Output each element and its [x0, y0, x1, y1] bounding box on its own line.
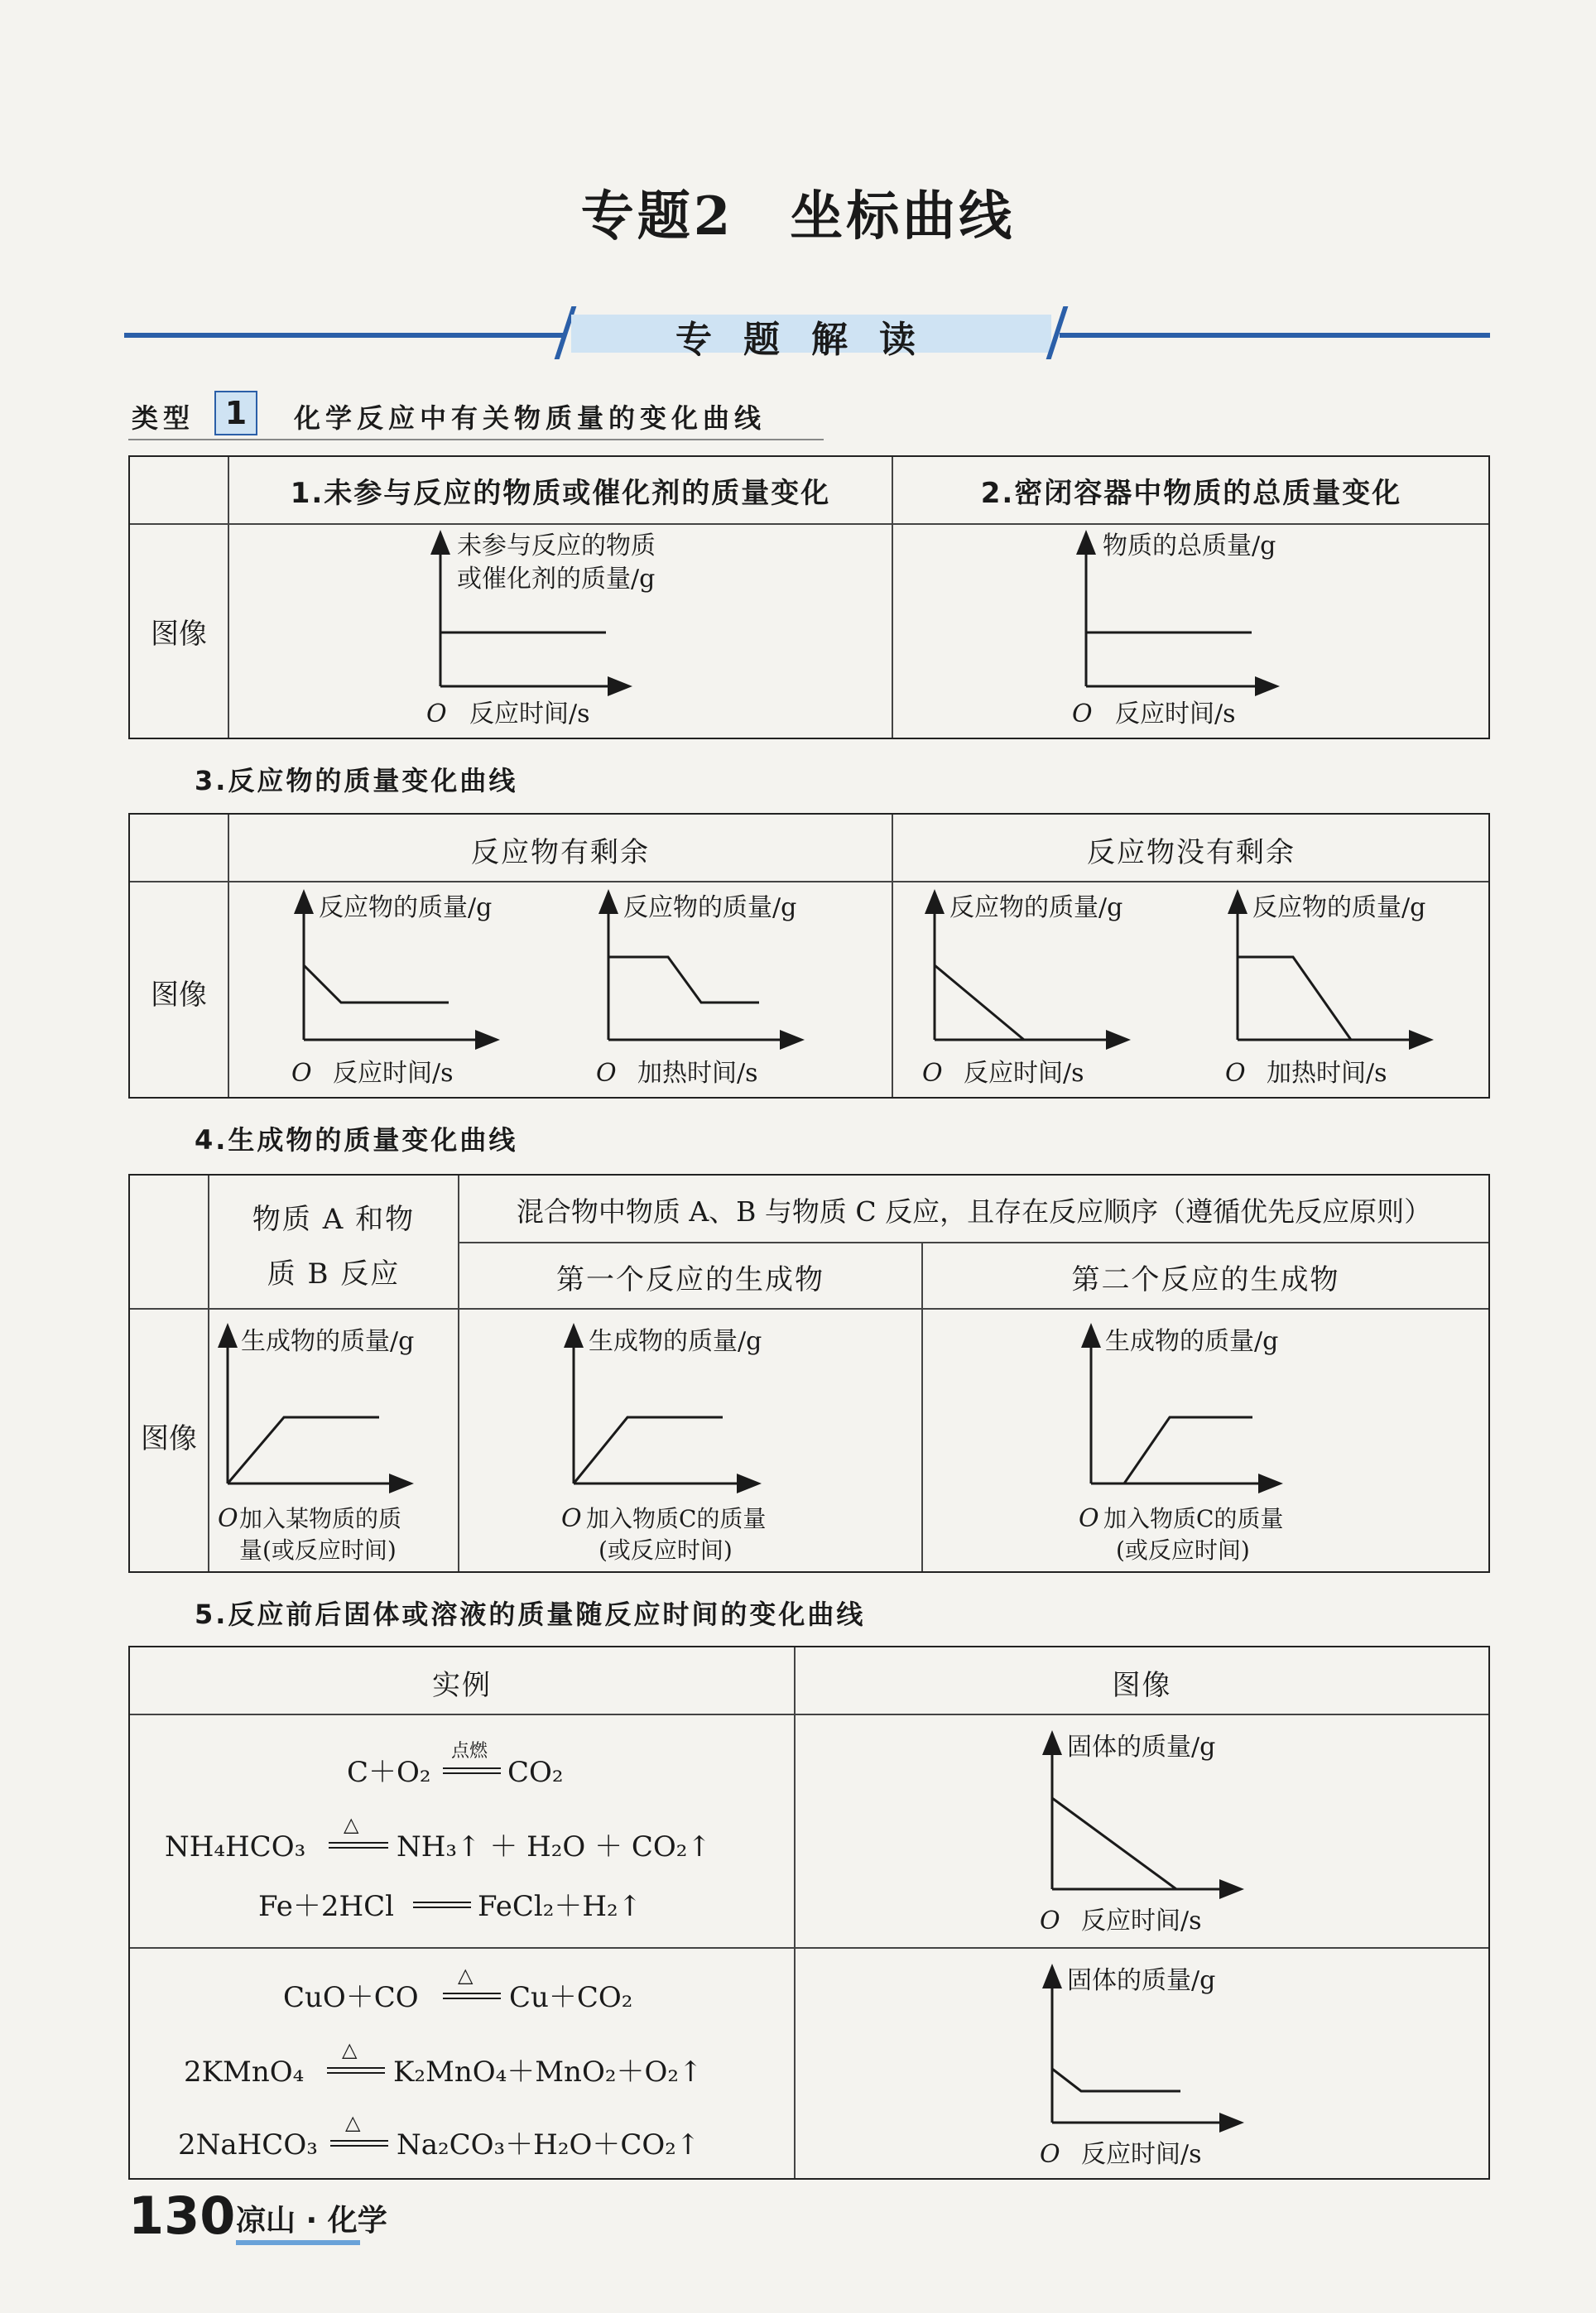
graph-product-first: [561, 1327, 766, 1564]
origin-label: O: [596, 1059, 617, 1088]
reactants: CuO＋CO: [283, 1981, 419, 2014]
graph-reactant-none-heating: [1225, 893, 1425, 1088]
table-4-row-label: 图像: [141, 1422, 197, 1455]
condition-heat: △: [342, 2038, 358, 2061]
y-label: 反应物的质量/g: [623, 893, 797, 922]
graph-unreacted-mass: [229, 525, 892, 738]
graph-reactant-remaining-reaction: [291, 893, 492, 1088]
origin-label: O: [1079, 1504, 1099, 1533]
products: Cu＋CO₂: [509, 1981, 633, 2014]
x-label: 反应时间/s: [964, 1059, 1084, 1088]
y-label: 生成物的质量/g: [1105, 1327, 1279, 1356]
reactants: 2NaHCO₃: [178, 2128, 318, 2162]
y-label: 固体的质量/g: [1067, 1966, 1216, 1995]
table-4-header-mixture: 混合物中物质 A、B 与物质 C 反应，且存在反应顺序（遵循优先反应原则）: [516, 1195, 1432, 1228]
graphs-reactant-mass: [229, 882, 1488, 1098]
y-label: 生成物的质量/g: [241, 1327, 415, 1356]
reactants: 2KMnO₄: [184, 2056, 305, 2089]
table-1-row-label: 图像: [151, 618, 207, 651]
banner-line-left: [124, 333, 563, 338]
condition-heat: △: [344, 1813, 359, 1836]
x-label-line1: 加入物质C的质量: [1103, 1505, 1284, 1532]
condition-heat: △: [458, 1964, 474, 1987]
table-1: [128, 455, 1490, 739]
header-ab-line1: 物质 A 和物: [252, 1203, 416, 1236]
y-label: 反应物的质量/g: [1252, 893, 1426, 922]
x-label: 加热时间/s: [637, 1059, 758, 1088]
y-label: 反应物的质量/g: [319, 893, 493, 922]
x-label: 反应时间/s: [1081, 2140, 1202, 2169]
condition-fire: 点燃: [451, 1741, 488, 1762]
graph-reactant-remaining-heating: [596, 893, 796, 1088]
equation-iron-hcl: [258, 1890, 642, 1923]
x-label-line2: (或反应时间): [598, 1536, 733, 1564]
origin-label: O: [291, 1059, 312, 1088]
origin-label: O: [1040, 1907, 1060, 1936]
subheading-5: 5.反应前后固体或溶液的质量随反应时间的变化曲线: [195, 1599, 866, 1630]
x-label-line1: 加入物质C的质量: [586, 1505, 767, 1532]
equations-group-2: [130, 1949, 792, 2178]
type-number-badge: 1: [214, 391, 257, 435]
table-3-header-1: 反应物有剩余: [471, 836, 650, 869]
page-title: 专题2 坐标曲线: [580, 185, 1016, 248]
x-label: 反应时间/s: [1081, 1907, 1202, 1936]
equation-copper-oxide: [283, 1964, 632, 2014]
table-3-header-2: 反应物没有剩余: [1087, 836, 1296, 869]
graph-product-ab: [218, 1327, 414, 1564]
x-label-line2: 量(或反应时间): [239, 1536, 397, 1564]
section-banner: [124, 306, 1490, 364]
y-label: 物质的总质量/g: [1103, 531, 1276, 560]
graphs-product-mass: [209, 1310, 1488, 1571]
y-label: 生成物的质量/g: [589, 1327, 762, 1356]
table-5: [128, 1646, 1490, 2180]
origin-label: O: [218, 1504, 238, 1533]
origin-label: O: [1225, 1059, 1246, 1088]
reactants: NH₄HCO₃: [165, 1830, 306, 1863]
y-label-line1: 未参与反应的物质: [457, 531, 656, 560]
footer-text: 凉山 · 化学: [236, 2204, 387, 2238]
x-label-line2: (或反应时间): [1116, 1536, 1250, 1564]
graph-product-second: [1079, 1327, 1283, 1564]
equations-group-1: [130, 1715, 792, 1947]
origin-label: O: [922, 1059, 943, 1088]
products: FeCl₂＋H₂↑: [478, 1890, 642, 1923]
origin-label: O: [426, 700, 447, 729]
equation-ammonium-bicarbonate: [165, 1813, 711, 1863]
subheading-3: 3.反应物的质量变化曲线: [195, 765, 518, 796]
table-4-header-ab: [209, 1192, 458, 1301]
equation-carbon-burning: [347, 1741, 564, 1789]
x-label: 反应时间/s: [1115, 700, 1236, 729]
table-4-header-first: 第一个反应的生成物: [556, 1263, 824, 1296]
table-4: [128, 1174, 1490, 1573]
table-5-header-examples: 实例: [432, 1669, 492, 1702]
origin-label: O: [561, 1504, 582, 1533]
x-label: 反应时间/s: [469, 700, 590, 729]
equation-potassium-permanganate: [184, 2038, 702, 2089]
products: Na₂CO₃＋H₂O＋CO₂↑: [397, 2128, 700, 2162]
equation-sodium-bicarbonate: [178, 2111, 699, 2162]
examples-group-2: [130, 1949, 794, 2178]
table-1-header-1: 1.未参与反应的物质或催化剂的质量变化: [290, 477, 831, 510]
graph-solid-mass-remaining: [796, 1949, 1488, 2178]
products: CO₂: [507, 1756, 564, 1789]
table-3: [128, 813, 1490, 1099]
type-label: 类型: [132, 402, 195, 434]
origin-label: O: [1072, 700, 1093, 729]
condition-heat: △: [345, 2111, 361, 2134]
graph-solid-mass-to-zero: [796, 1715, 1488, 1947]
table-5-header-graph: 图像: [1112, 1669, 1172, 1702]
products: NH₃↑ ＋ H₂O ＋ CO₂↑: [397, 1830, 711, 1863]
type-title: 化学反应中有关物质量的变化曲线: [294, 402, 767, 434]
y-label-line2: 或催化剂的质量/g: [457, 565, 656, 594]
reactants: C＋O₂: [347, 1756, 431, 1789]
origin-label: O: [1040, 2140, 1060, 2169]
graph-total-mass: [893, 525, 1489, 738]
page-number: 130: [128, 2186, 236, 2246]
y-label: 固体的质量/g: [1067, 1733, 1216, 1762]
x-label-line1: 加入某物质的质: [239, 1505, 402, 1532]
subheading-4: 4.生成物的质量变化曲线: [195, 1124, 518, 1156]
x-label: 加热时间/s: [1267, 1059, 1387, 1088]
y-label: 反应物的质量/g: [949, 893, 1123, 922]
graph-reactant-none-reaction: [922, 893, 1122, 1088]
footer-accent-bar: [236, 2240, 360, 2245]
products: K₂MnO₄＋MnO₂＋O₂↑: [393, 2056, 703, 2089]
reactants: Fe＋2HCl: [258, 1890, 395, 1923]
x-label: 反应时间/s: [333, 1059, 454, 1088]
type-heading: [128, 389, 824, 440]
examples-group-1: [130, 1715, 794, 1947]
banner-line-right: [1060, 333, 1490, 338]
table-1-header-2: 2.密闭容器中物质的总质量变化: [980, 477, 1402, 510]
header-ab-line2: 质 B 反应: [267, 1257, 401, 1291]
banner-text: 专题解读: [675, 319, 947, 361]
table-4-header-second: 第二个反应的生成物: [1071, 1263, 1340, 1296]
table-3-row-label: 图像: [151, 979, 207, 1012]
